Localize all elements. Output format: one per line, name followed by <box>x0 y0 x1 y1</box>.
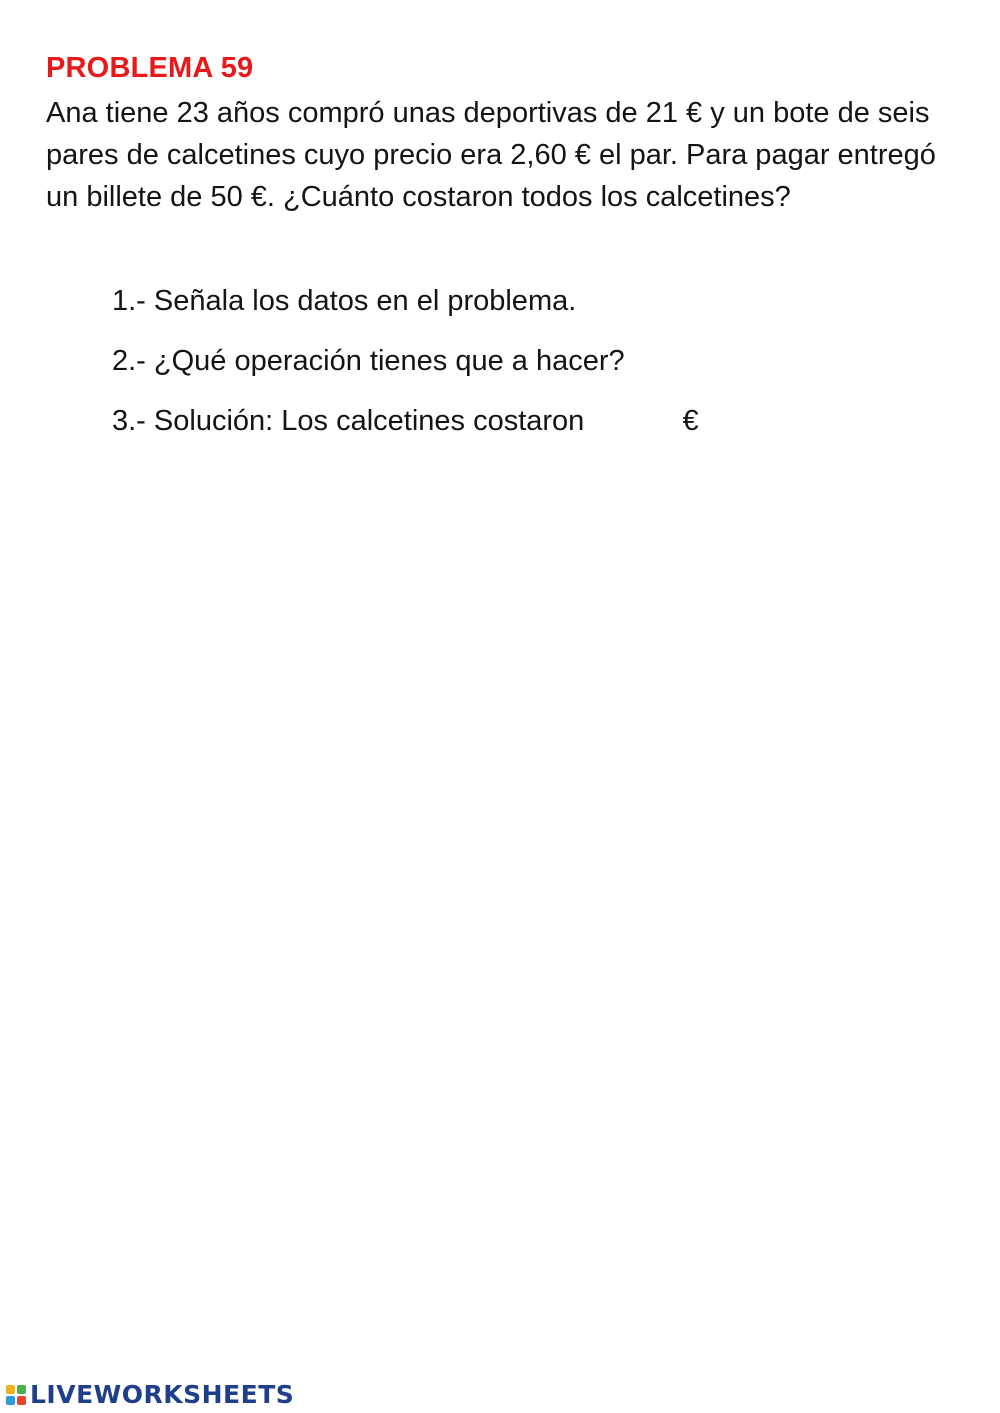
logo-square-2 <box>17 1385 26 1394</box>
logo-square-4 <box>17 1396 26 1405</box>
liveworksheets-logo-icon <box>6 1385 26 1405</box>
problem-statement: Ana tiene 23 años compró unas deportivas de 21 € y un bote de seis pares de calcetines cuyo precio era 2,60 € el par. Para pagar entregó un billete de 50 €. ¿Cuánto costaron todos los calcetines? <box>46 97 936 213</box>
step-2: 2.- ¿Qué operación tienes que a hacer? <box>112 345 625 377</box>
step-3 <box>112 401 699 461</box>
step-1: 1.- Señala los datos en el problema. <box>112 285 577 317</box>
brand-name: LIVEWORKSHEETS <box>30 1380 295 1409</box>
steps-list <box>112 281 699 461</box>
euro-unit: € <box>682 405 699 437</box>
footer-logo <box>6 1380 294 1409</box>
problem-title: PROBLEMA 59 <box>46 52 254 84</box>
logo-square-1 <box>6 1385 15 1394</box>
answer-blank[interactable] <box>592 407 674 437</box>
step-3-text: 3.- Solución: Los calcetines costaron <box>112 405 585 437</box>
logo-square-3 <box>6 1396 15 1405</box>
